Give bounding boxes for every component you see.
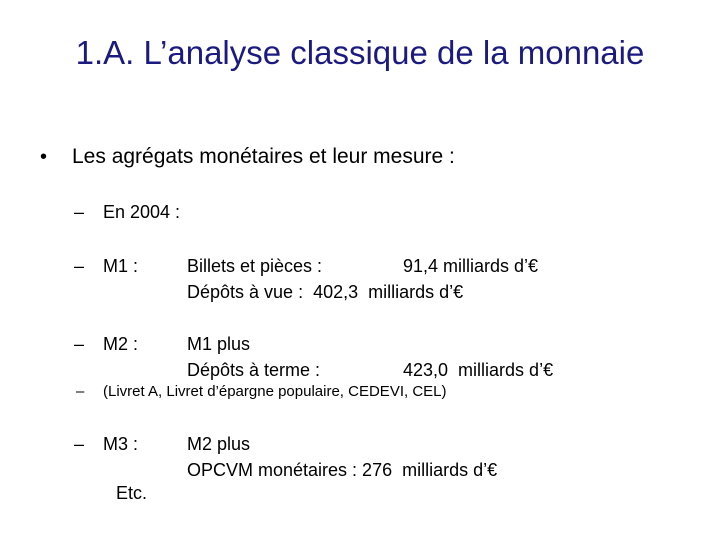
year-label: En 2004 : [103,202,181,222]
dash-marker: – [74,334,85,354]
savings-accounts-note: (Livret A, Livret d’épargne populaire, CEDEVI, CEL) [103,383,447,400]
m3-label: M3 : [103,434,139,454]
dash-marker: – [74,202,85,222]
m2-term-deposits-label: Dépôts à terme : [187,360,321,380]
m2-base: M1 plus [187,334,251,354]
slide-title: 1.A. L’analyse classique de la monnaie [75,34,645,71]
etc-label: Etc. [116,483,148,503]
m3-money-market-funds: OPCVM monétaires : 276 milliards d’€ [187,460,498,480]
dash-marker: – [74,256,85,276]
m3-base: M2 plus [187,434,251,454]
bullet-heading: Les agrégats monétaires et leur mesure : [72,145,455,168]
m1-banknotes-value: 91,4 milliards d’€ [403,256,539,276]
m2-term-deposits-value: 423,0 milliards d’€ [403,360,554,380]
dash-marker: – [76,383,85,400]
m1-label: M1 : [103,256,139,276]
m2-label: M2 : [103,334,139,354]
dash-marker: – [74,434,85,454]
bullet-marker: • [40,146,48,168]
m1-sight-deposits: Dépôts à vue : 402,3 milliards d’€ [187,282,464,302]
m1-banknotes-label: Billets et pièces : [187,256,323,276]
